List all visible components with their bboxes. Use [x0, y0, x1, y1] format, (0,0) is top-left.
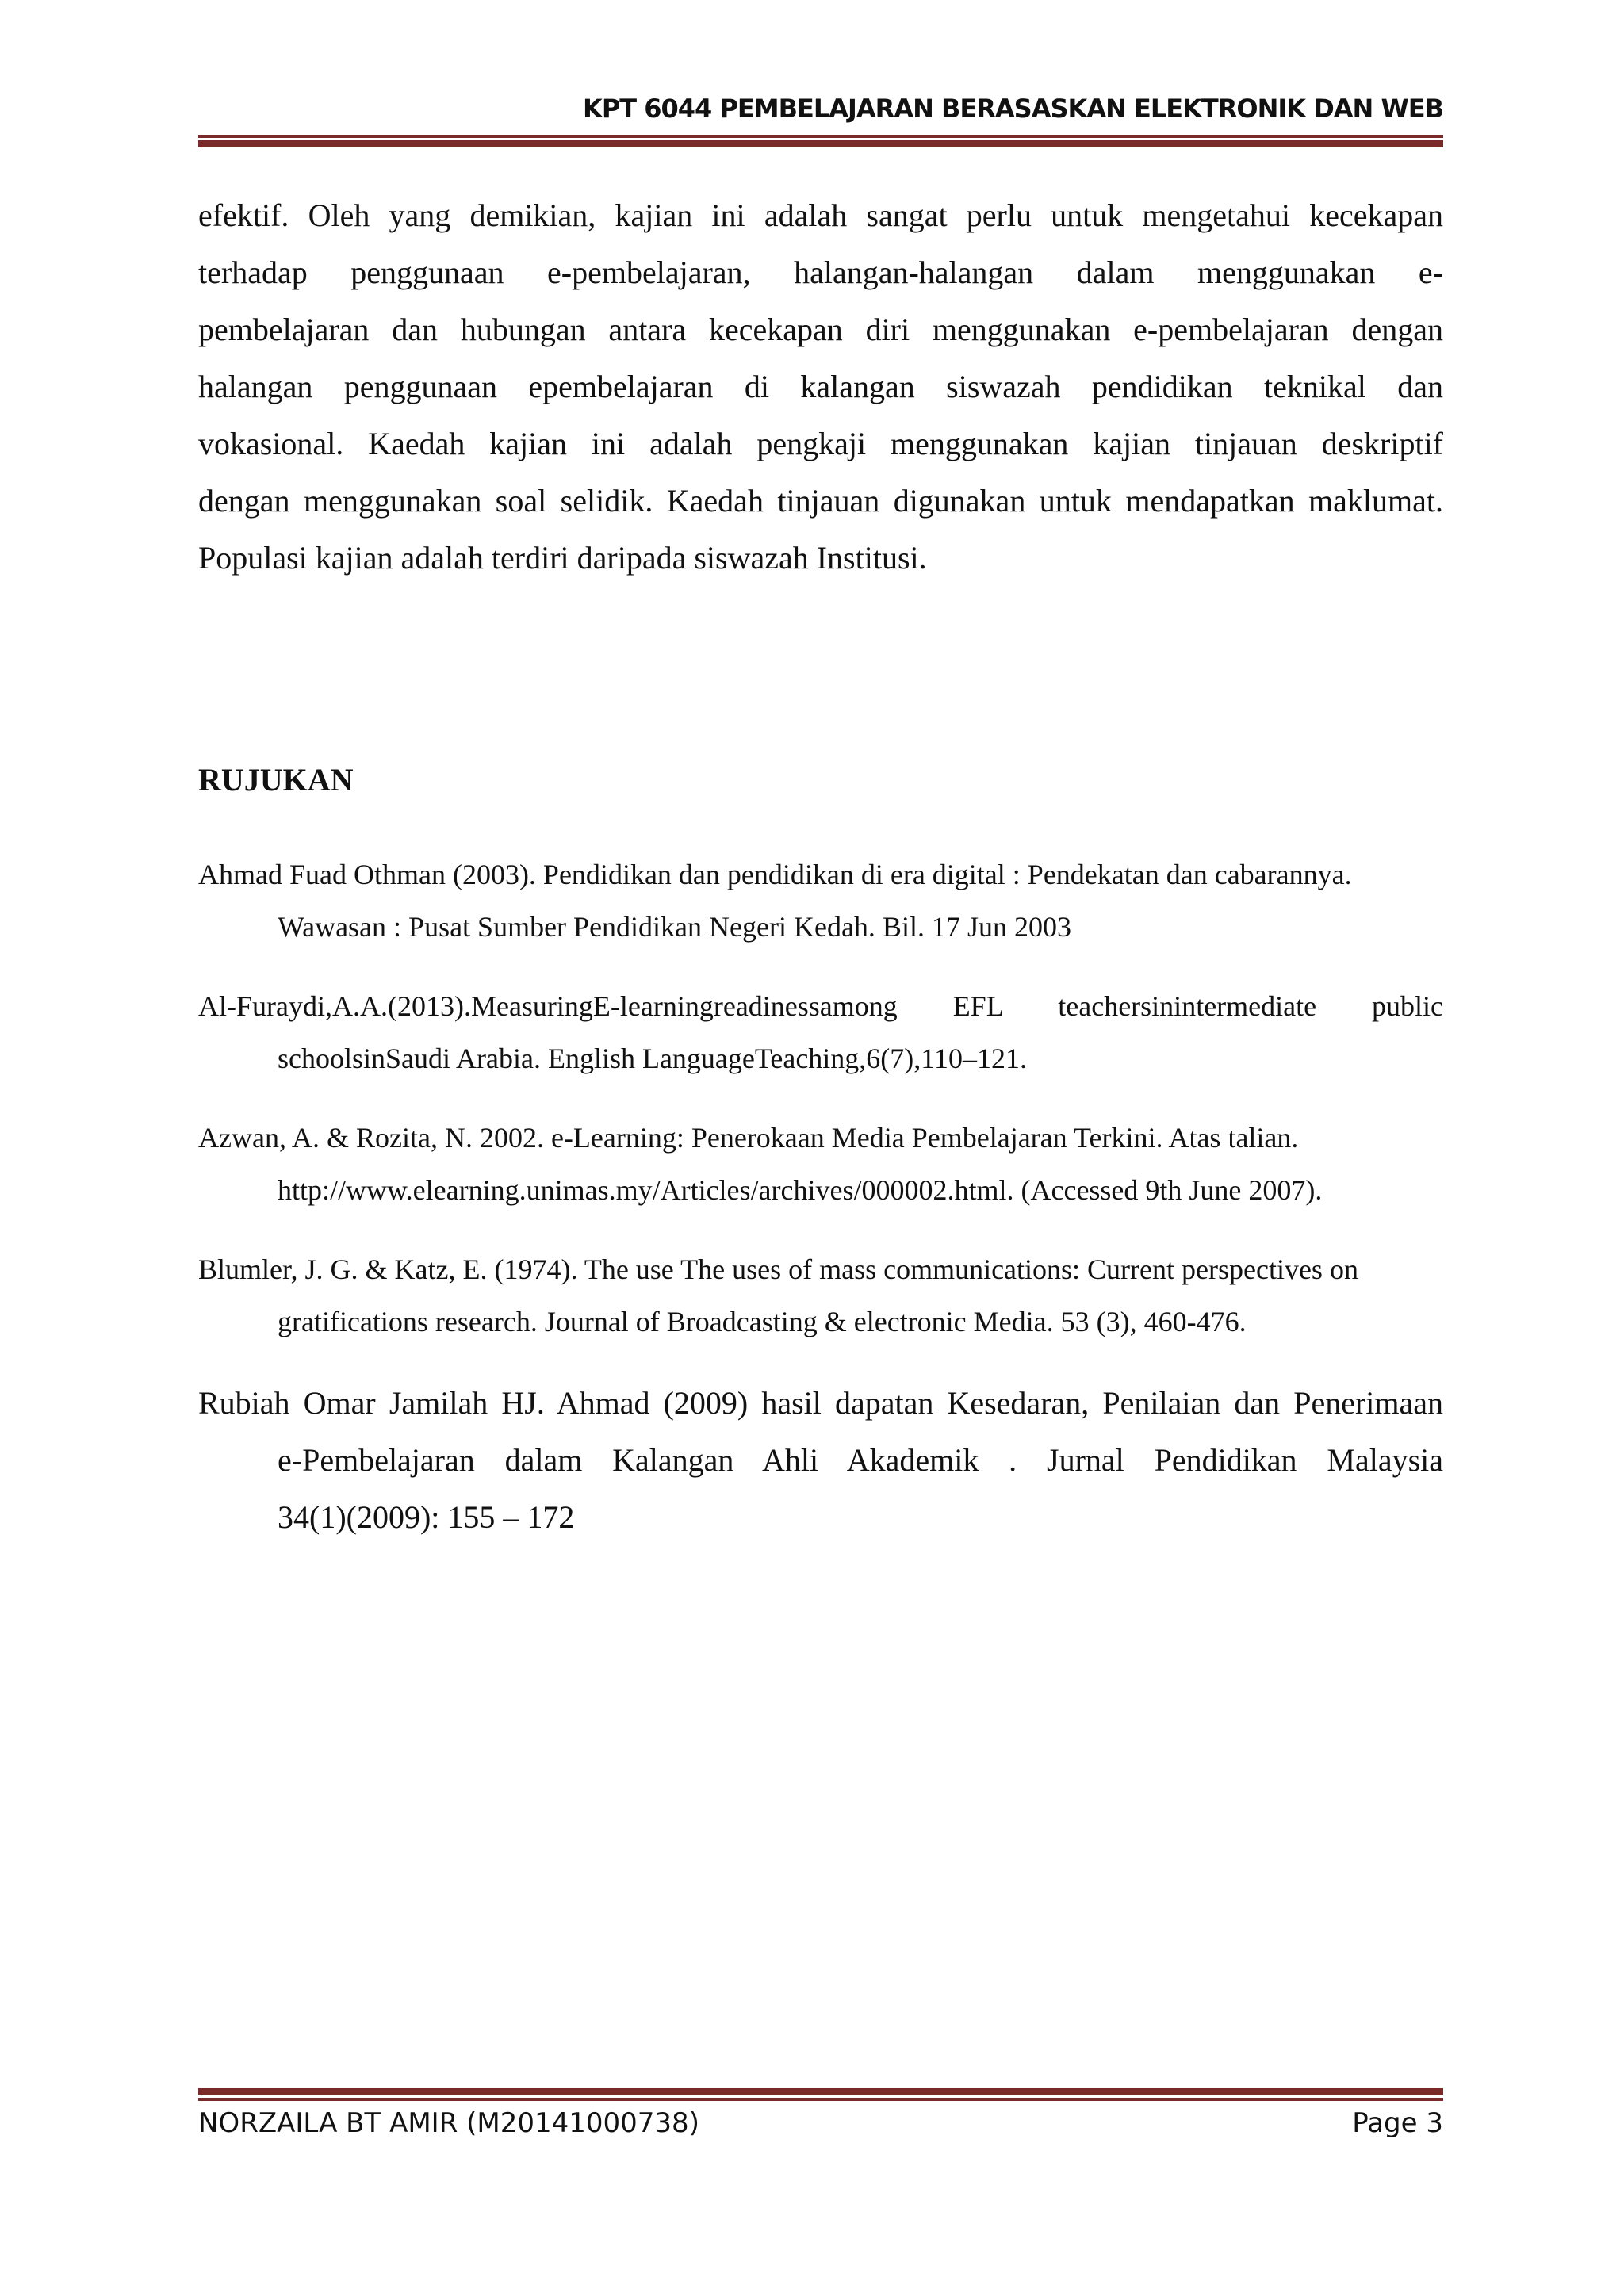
reference-line: Wawasan : Pusat Sumber Pendidikan Negeri Kedah. Bil. 17 Jun 2003	[278, 911, 1071, 943]
reference-line: Rubiah Omar Jamilah HJ. Ahmad (2009) hasil dapatan Kesedaran, Penilaian dan Penerimaan	[198, 1385, 1443, 1421]
header-rule-thin	[198, 135, 1443, 138]
reference-line: Blumler, J. G. & Katz, E. (1974). The use The uses of mass communications: Current perspectives on	[198, 1253, 1358, 1285]
reference-line: Ahmad Fuad Othman (2003). Pendidikan dan pendidikan di era digital : Pendekatan dan cabarannya.	[198, 859, 1352, 890]
reference-item	[198, 1243, 1443, 1348]
footer-rule-thin	[198, 2098, 1443, 2101]
reference-item	[198, 980, 1443, 1085]
page-header-title: KPT 6044 PEMBELAJARAN BERASASKAN ELEKTRONIK DAN WEB	[583, 94, 1443, 124]
references-heading: RUJUKAN	[198, 762, 354, 798]
reference-item	[198, 848, 1443, 953]
body-paragraph	[198, 187, 1443, 587]
header-rule-thick	[198, 140, 1443, 147]
reference-item	[198, 1375, 1443, 1546]
reference-line: gratifications research. Journal of Broadcasting & electronic Media. 53 (3), 460-476.	[278, 1306, 1247, 1337]
reference-line: 34(1)(2009): 155 – 172	[278, 1499, 575, 1535]
references-list	[198, 848, 1443, 1546]
paragraph-line: efektif. Oleh yang demikian, kajian ini adalah sangat perlu untuk mengetahui kecekapan	[198, 197, 1443, 233]
paragraph-line: terhadap penggunaan e-pembelajaran, halangan-halangan dalam menggunakan e-	[198, 254, 1443, 290]
paragraph-line: pembelajaran dan hubungan antara kecekapan diri menggunakan e-pembelajaran dengan	[198, 312, 1443, 347]
paragraph-line: vokasional. Kaedah kajian ini adalah pengkaji menggunakan kajian tinjauan deskriptif	[198, 426, 1443, 461]
paragraph-line: Populasi kajian adalah terdiri daripada siswazah Institusi.	[198, 540, 927, 576]
reference-line: e-Pembelajaran dalam Kalangan Ahli Akademik . Jurnal Pendidikan Malaysia	[278, 1442, 1443, 1478]
reference-link: http://www.elearning.unimas.my/Articles/archives/000002.html. (Accessed 9th June 2007).	[278, 1174, 1323, 1206]
paragraph-line: dengan menggunakan soal selidik. Kaedah tinjauan digunakan untuk mendapatkan maklumat.	[198, 483, 1443, 519]
reference-line: Al-Furaydi,A.A.(2013).MeasuringE-learningreadinessamong EFL teachersinintermediate public	[198, 990, 1443, 1022]
paragraph-line: halangan penggunaan epembelajaran di kalangan siswazah pendidikan teknikal dan	[198, 369, 1443, 404]
footer-author: NORZAILA BT AMIR (M20141000738)	[198, 2107, 699, 2139]
footer-page-number: Page 3	[1352, 2107, 1443, 2139]
reference-line: Azwan, A. & Rozita, N. 2002. e-Learning: Penerokaan Media Pembelajaran Terkini. Atas talian.	[198, 1122, 1299, 1154]
reference-item	[198, 1112, 1443, 1216]
footer-rule-thick	[198, 2088, 1443, 2095]
reference-line: schoolsinSaudi Arabia. English LanguageTeaching,6(7),110–121.	[278, 1043, 1027, 1074]
